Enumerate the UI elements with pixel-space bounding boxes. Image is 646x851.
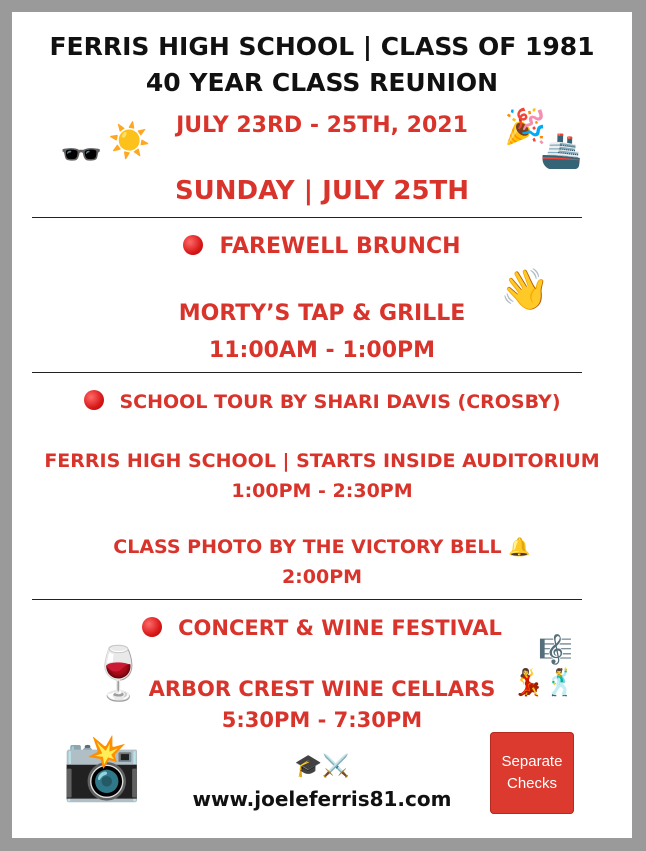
event-time: 11:00AM - 1:00PM [208,338,436,363]
red-dot-icon [183,235,203,255]
dancers-icon: 💃🕺 [512,668,577,698]
sunglasses-icon: 🕶️ [60,135,103,175]
separate-checks-button[interactable] [490,732,574,814]
divider [32,372,582,373]
crossed-swords-icon: ⚔️ [322,754,350,779]
party-popper-icon: 🎉 [504,107,547,147]
divider [32,599,582,600]
ship-icon: 🚢 [540,131,583,171]
flyer-sheet [12,12,632,838]
button-label-line1: Separate [501,753,563,770]
event-title: CONCERT & WINE FESTIVAL [178,616,502,640]
event-venue: MORTY’S TAP & GRILLE [178,301,466,326]
event-farewell-brunch [12,234,632,259]
event-title: FAREWELL BRUNCH [219,234,461,259]
camera-flash-icon: 📸 [62,731,142,805]
red-dot-icon [84,390,104,410]
header-title: FERRIS HIGH SCHOOL | CLASS OF 1981 [49,32,595,61]
event-venue: FERRIS HIGH SCHOOL | STARTS INSIDE AUDITORIUM [44,450,600,472]
sun-icon: ☀️ [108,121,151,161]
event-school-tour [12,390,632,413]
header-subtitle: 40 YEAR CLASS REUNION [145,68,499,97]
event-title: SCHOOL TOUR BY SHARI DAVIS (CROSBY) [119,391,561,413]
event-time: 1:00PM - 2:30PM [231,480,413,502]
class-photo-line [12,536,632,558]
day-heading: SUNDAY | JULY 25TH [174,176,470,206]
class-photo-title: CLASS PHOTO BY THE VICTORY BELL [113,536,502,558]
event-venue: ARBOR CREST WINE CELLARS [148,677,496,701]
red-dot-icon [142,617,162,637]
musical-score-icon: 🎼 [538,633,573,666]
button-label-line2: Checks [506,775,558,792]
event-time: 5:30PM - 7:30PM [221,708,423,732]
website-link[interactable]: www.joeleferris81.com [192,787,452,811]
class-photo-time: 2:00PM [281,566,363,588]
reunion-dates: JULY 23RD - 25TH, 2021 [176,113,468,138]
divider [32,217,582,218]
wine-glass-icon: 🍷 [86,644,151,704]
waving-hand-icon: 👋 [500,267,550,313]
bell-icon: 🔔 [508,537,531,558]
graduation-cap-icon: 🎓 [294,754,322,779]
